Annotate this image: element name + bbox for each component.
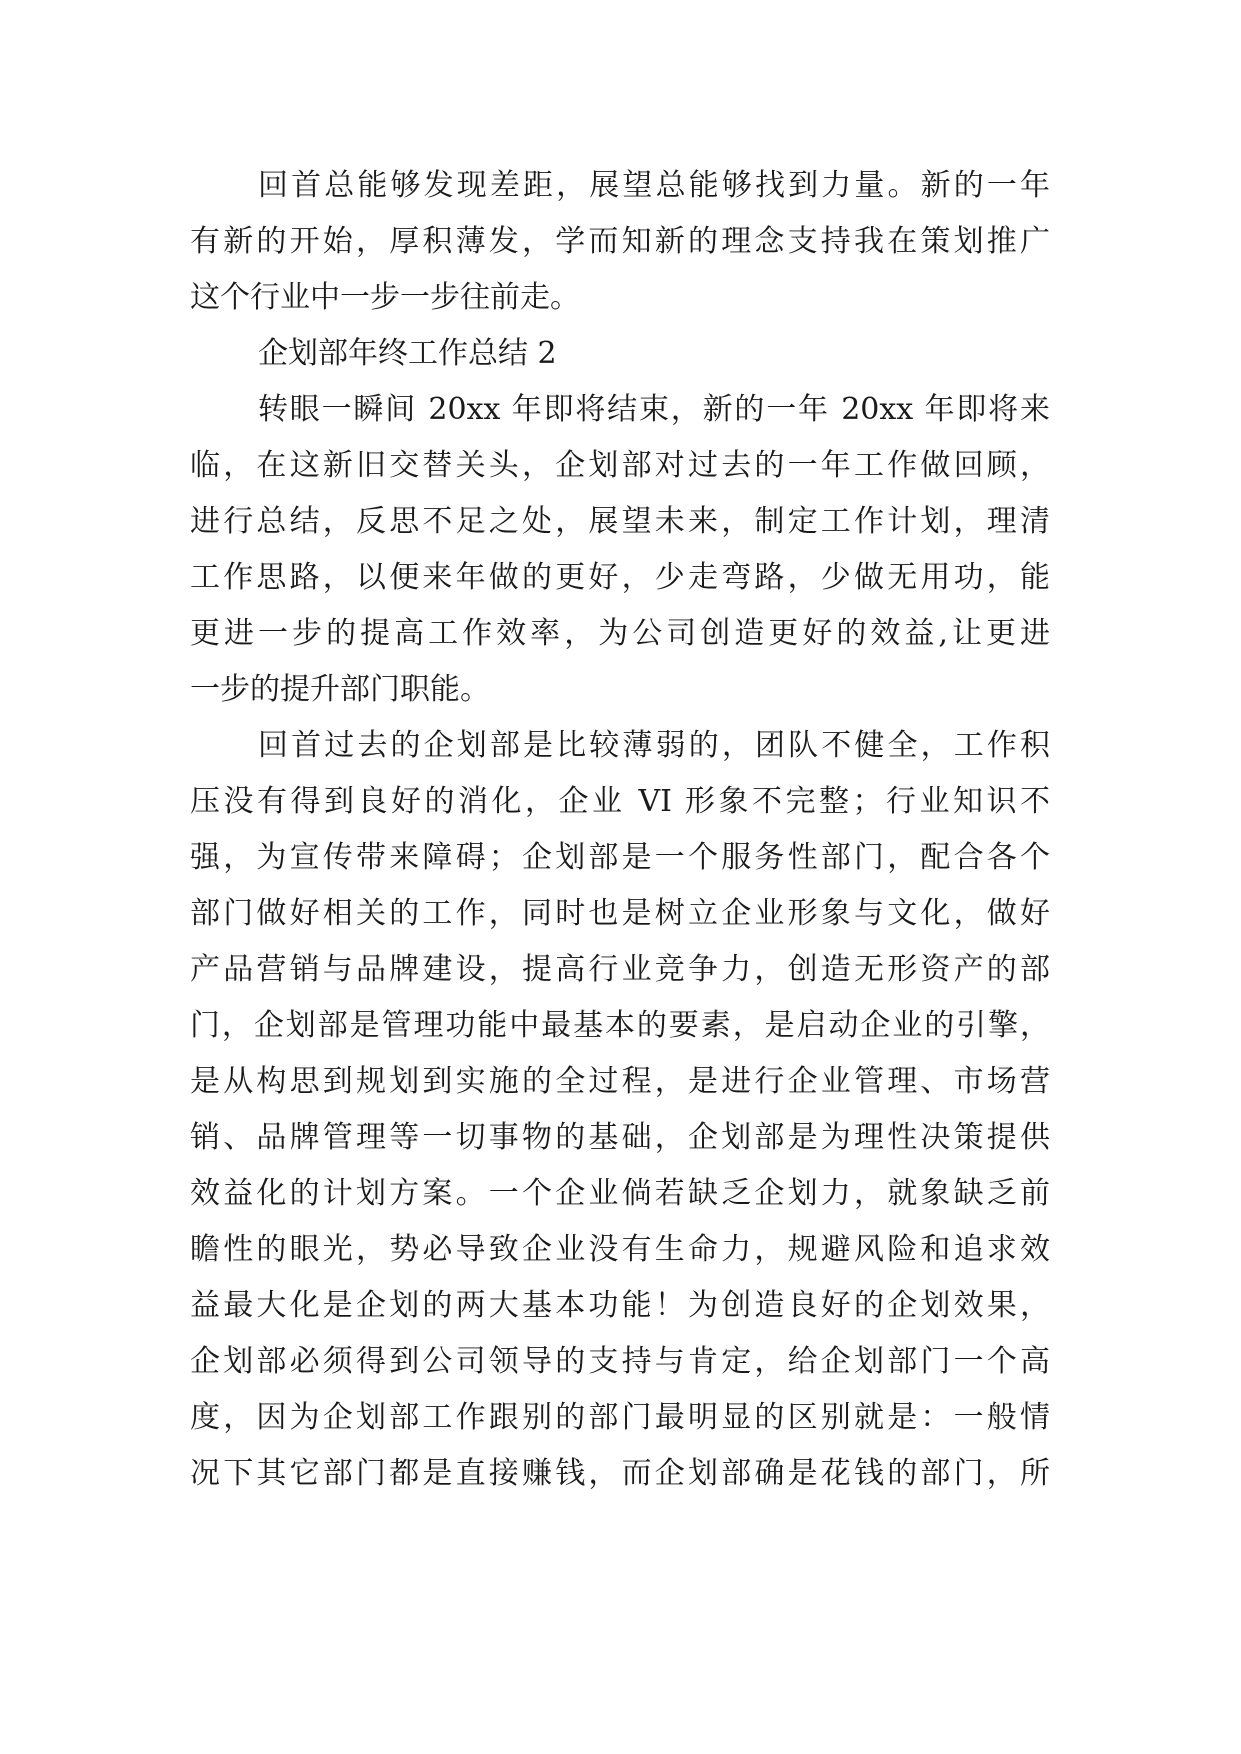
paragraph-2 [190,382,1050,718]
paragraph-1 [190,158,1050,326]
paragraph-3 [190,718,1050,1502]
text-line: 效益化的计划方案。一个企业倘若缺乏企划力，就象缺乏前 [190,1176,1050,1211]
text-line: 这个行业中一步一步往前走。 [190,280,580,315]
text-line: 回首过去的企划部是比较薄弱的，团队不健全，工作积 [258,728,1050,763]
text-line: 况下其它部门都是直接赚钱，而企划部确是花钱的部门，所 [190,1456,1050,1491]
text-line: 临，在这新旧交替关头，企划部对过去的一年工作做回顾， [190,448,1050,483]
text-line: 有新的开始，厚积薄发，学而知新的理念支持我在策划推广 [190,224,1050,259]
text-line: 更进一步的提高工作效率，为公司创造更好的效益,让更进 [190,616,1050,651]
text-line: 回首总能够发现差距，展望总能够找到力量。新的一年 [258,168,1050,203]
text-line: 是从构思到规划到实施的全过程，是进行企业管理、市场营 [190,1064,1050,1099]
text-line: 强，为宣传带来障碍；企划部是一个服务性部门，配合各个 [190,840,1050,875]
text-line: 进行总结，反思不足之处，展望未来，制定工作计划，理清 [190,504,1050,539]
text-line: 瞻性的眼光，势必导致企业没有生命力，规避风险和追求效 [190,1232,1050,1267]
text-line: 门，企划部是管理功能中最基本的要素，是启动企业的引擎， [190,1008,1050,1043]
text-line: 销、品牌管理等一切事物的基础，企划部是为理性决策提供 [190,1120,1050,1155]
heading-line: 企划部年终工作总结 2 [258,336,557,371]
text-line: 部门做好相关的工作，同时也是树立企业形象与文化，做好 [190,896,1050,931]
section-heading [190,326,1050,382]
text-line: 度，因为企划部工作跟别的部门最明显的区别就是：一般情 [190,1400,1050,1435]
text-line: 产品营销与品牌建设，提高行业竞争力，创造无形资产的部 [190,952,1050,987]
text-line: 压没有得到良好的消化，企业 VI 形象不完整；行业知识不 [190,784,1050,819]
text-line: 转眼一瞬间 20xx 年即将结束，新的一年 20xx 年即将来 [258,392,1050,427]
text-line: 工作思路，以便来年做的更好，少走弯路，少做无用功，能 [190,560,1050,595]
text-line: 一步的提升部门职能。 [190,672,490,707]
text-line: 益最大化是企划的两大基本功能！为创造良好的企划效果， [190,1288,1050,1323]
text-line: 企划部必须得到公司领导的支持与肯定，给企划部门一个高 [190,1344,1050,1379]
document-body [190,158,1050,1502]
